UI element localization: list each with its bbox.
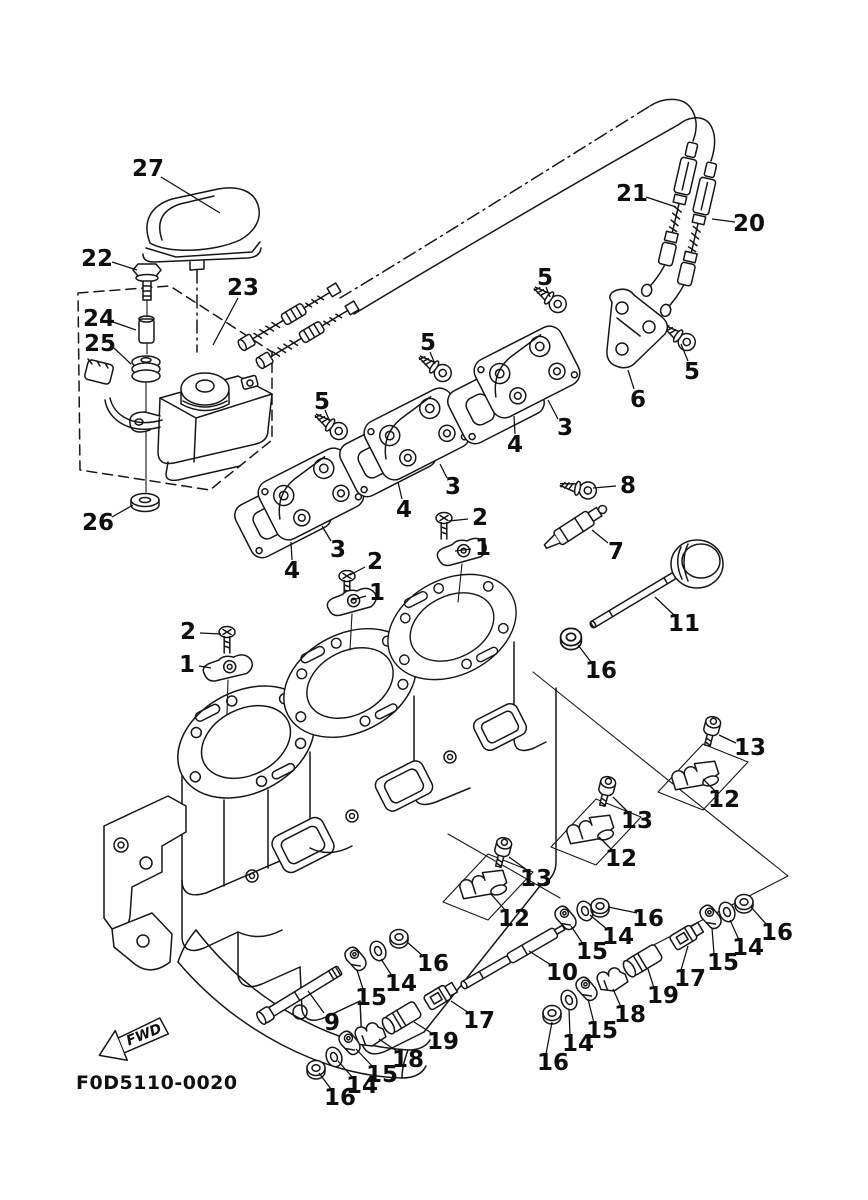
clamp-12 [458, 866, 510, 905]
injector-7 [541, 501, 610, 554]
callout-label-18: 18 [613, 1002, 647, 1028]
callout-label-3: 3 [329, 537, 347, 563]
callout-label-5: 5 [313, 389, 331, 415]
screw-13 [700, 715, 722, 747]
callout-label-21: 21 [615, 181, 649, 207]
pump-cover-27 [143, 188, 261, 270]
rod-11 [589, 573, 676, 629]
callout-label-2: 2 [179, 619, 197, 645]
callout-label-15: 15 [706, 950, 740, 976]
callout-label-3: 3 [444, 474, 462, 500]
callout-label-15: 15 [585, 1018, 619, 1044]
callout-label-24: 24 [82, 306, 116, 332]
callout-label-16: 16 [760, 920, 794, 946]
callout-label-11: 11 [667, 611, 701, 637]
valve-disc [671, 540, 723, 588]
callout-label-25: 25 [83, 331, 117, 357]
callout-label-5: 5 [536, 265, 554, 291]
collar-24 [139, 316, 154, 343]
screw-8 [559, 476, 598, 500]
bolt-22 [133, 264, 161, 300]
cable-end [255, 300, 360, 370]
callout-label-17: 17 [673, 966, 707, 992]
washer-14 [367, 939, 388, 963]
callout-label-4: 4 [506, 432, 524, 458]
callout-label-10: 10 [545, 960, 579, 986]
callout-label-3: 3 [556, 415, 574, 441]
callout-label-19: 19 [646, 983, 680, 1009]
callout-leader-25 [114, 348, 131, 364]
callout-label-12: 12 [497, 906, 531, 932]
callout-label-5: 5 [419, 330, 437, 356]
lever-15 [343, 944, 368, 973]
callout-leader-22 [112, 262, 137, 270]
callout-label-19: 19 [426, 1029, 460, 1055]
callout-label-1: 1 [368, 580, 386, 606]
washer-26 [131, 494, 159, 512]
screw-2 [219, 627, 235, 654]
callout-label-14: 14 [601, 924, 635, 950]
callout-label-13: 13 [733, 735, 767, 761]
callout-label-12: 12 [707, 787, 741, 813]
callout-leader-7 [592, 530, 608, 543]
callout-label-18: 18 [391, 1047, 425, 1073]
callout-label-1: 1 [178, 652, 196, 678]
callout-label-16: 16 [631, 906, 665, 932]
callout-leader-9 [308, 991, 324, 1013]
callout-label-14: 14 [384, 971, 418, 997]
callout-leader-26 [112, 505, 133, 517]
callout-label-16: 16 [584, 658, 618, 684]
part-code: F0D5110-0020 [76, 1072, 238, 1094]
callout-label-6: 6 [629, 387, 647, 413]
callout-label-12: 12 [604, 846, 638, 872]
nut-16 [543, 1006, 561, 1025]
callout-label-13: 13 [620, 808, 654, 834]
nut-16 [390, 930, 408, 949]
callout-label-23: 23 [226, 275, 260, 301]
callout-label-8: 8 [619, 473, 637, 499]
throttle-cables [237, 99, 720, 369]
callout-label-14: 14 [345, 1073, 379, 1099]
clamp-12 [565, 811, 617, 850]
callout-label-2: 2 [471, 505, 489, 531]
callout-leader-8 [593, 486, 616, 488]
callout-label-20: 20 [732, 211, 766, 237]
joint-17 [669, 920, 705, 950]
screw-2 [436, 513, 452, 540]
callout-label-14: 14 [731, 935, 765, 961]
callout-label-17: 17 [462, 1008, 496, 1034]
nut-16 [307, 1061, 325, 1080]
callout-label-1: 1 [474, 535, 492, 561]
fwd-label: FWD [124, 1020, 165, 1050]
callout-label-13: 13 [519, 866, 553, 892]
screw-13 [595, 775, 617, 807]
callout-label-15: 15 [365, 1062, 399, 1088]
callout-label-16: 16 [323, 1085, 357, 1111]
callout-label-15: 15 [575, 939, 609, 965]
callout-label-16: 16 [416, 951, 450, 977]
screw-13 [491, 836, 513, 868]
nut-16 [561, 628, 582, 649]
callout-label-15: 15 [354, 985, 388, 1011]
washer-14 [558, 988, 579, 1012]
callout-leader-23 [213, 298, 238, 345]
nut-16 [591, 899, 609, 918]
callout-label-27: 27 [131, 156, 165, 182]
callout-leader-20 [712, 219, 735, 222]
callout-label-26: 26 [81, 510, 115, 536]
grommet-25 [132, 356, 160, 382]
fwd-arrow [93, 1013, 172, 1070]
callout-label-5: 5 [683, 359, 701, 385]
callout-leader-24 [113, 322, 136, 330]
callout-label-7: 7 [607, 539, 625, 565]
callout-label-4: 4 [283, 558, 301, 584]
bracket-6 [607, 289, 667, 368]
callout-leader-21 [646, 197, 676, 207]
callout-label-9: 9 [323, 1010, 341, 1036]
callout-label-4: 4 [395, 497, 413, 523]
callout-leader-2 [200, 633, 221, 634]
nut-16 [735, 895, 753, 914]
callout-label-14: 14 [561, 1031, 595, 1057]
callout-label-2: 2 [366, 549, 384, 575]
callout-label-22: 22 [80, 246, 114, 272]
callout-label-16: 16 [536, 1050, 570, 1076]
